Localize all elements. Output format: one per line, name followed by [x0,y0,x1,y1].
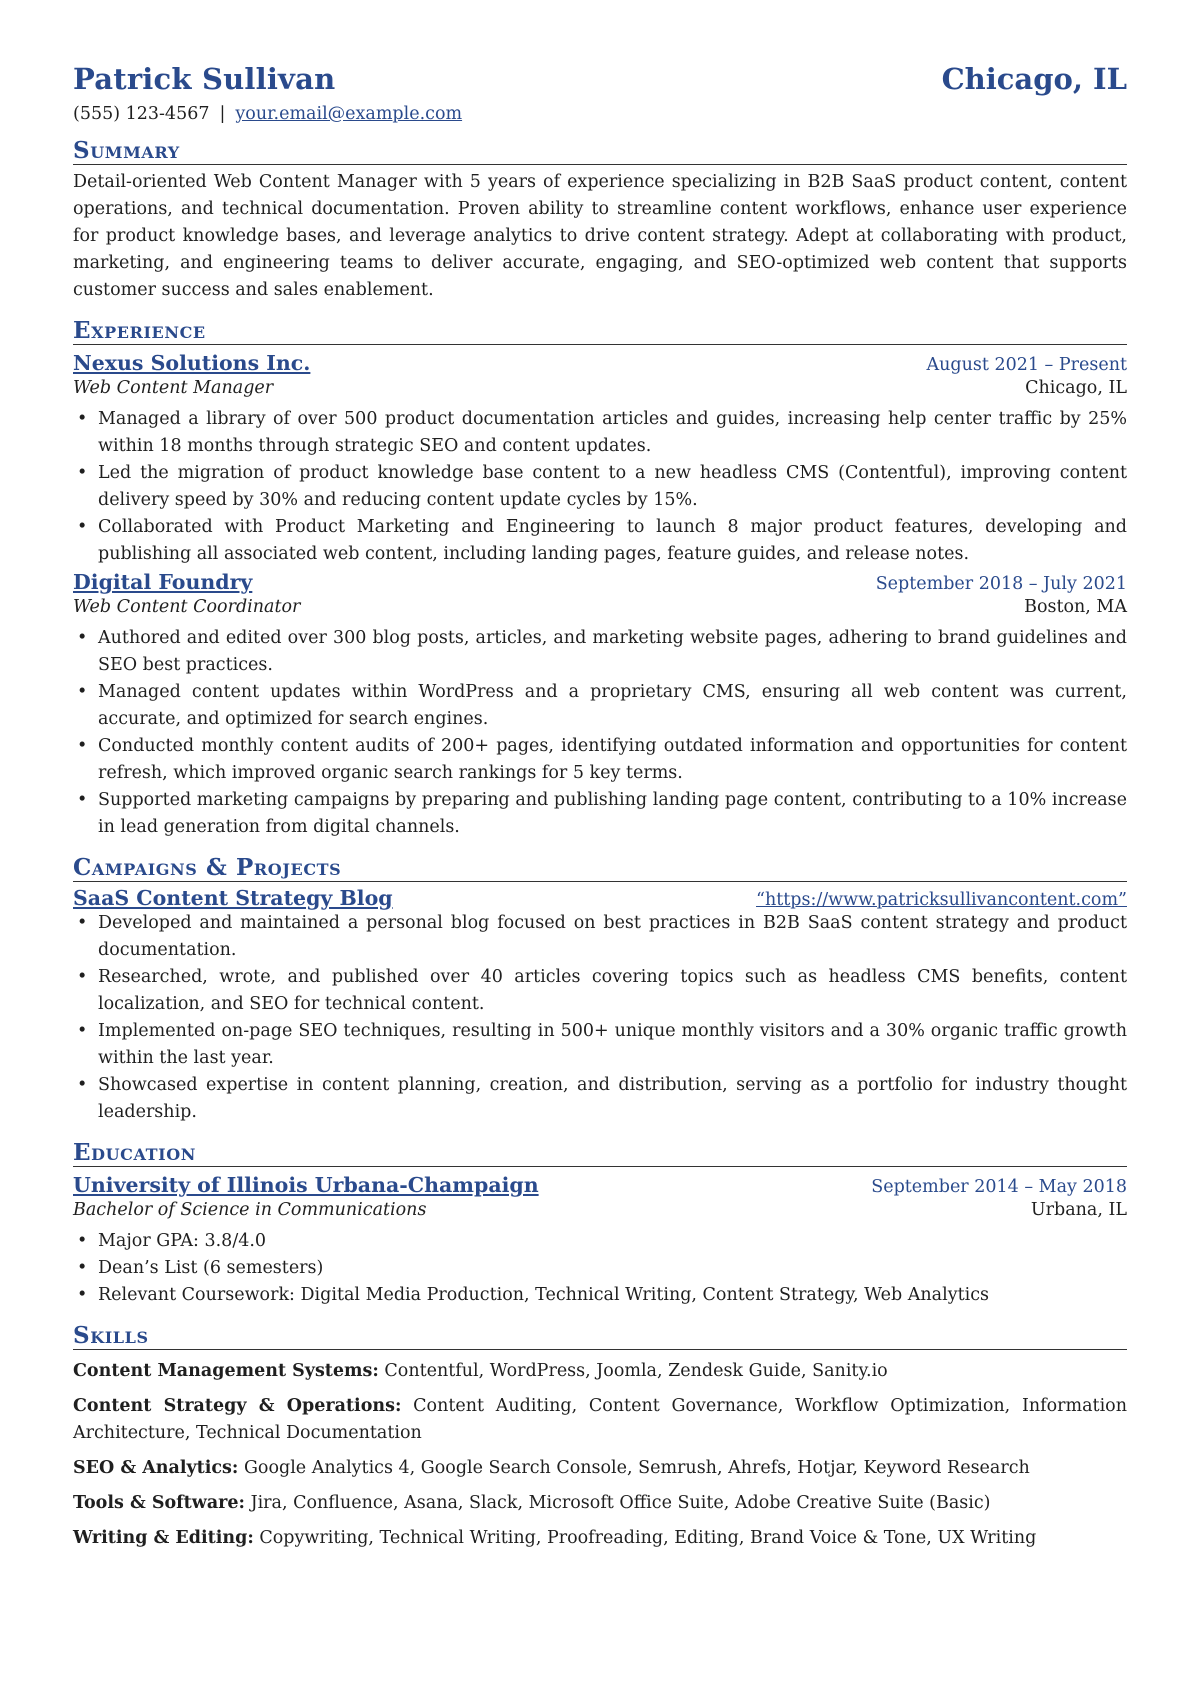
education-entry [73,1173,1127,1309]
company-name-link[interactable]: Nexus Solutions Inc. [73,351,311,375]
list-item: • Conducted monthly content audits of 200+ pages, identifying outdated information and opportunities for content refresh, which improved organic search rankings for 5 key terms. [73,733,1127,787]
list-item: • Managed a library of over 500 product documentation articles and guides, increasing help center traffic by 25% within 18 months through strategic SEO and content updates. [73,406,1127,460]
skill-value: Contentful, WordPress, Joomla, Zendesk Guide, Sanity.io [384,1361,888,1381]
skill-row [73,1455,1127,1482]
job-dates: September 2018 – July 2021 [875,574,1127,594]
phone-number: (555) 123-4567 [73,104,210,124]
job-title: Web Content Manager [73,378,274,398]
list-item: • Authored and edited over 300 blog posts, articles, and marketing website pages, adhering to brand guidelines and SEO best practices. [73,625,1127,679]
skill-value: Google Analytics 4, Google Search Console, Semrush, Ahrefs, Hotjar, Keyword Research [243,1458,1030,1478]
list-item: • Dean’s List (6 semesters) [73,1255,1127,1282]
project-entry [73,886,1127,1126]
skills-list [73,1358,1127,1552]
list-item: • Led the migration of product knowledge base content to a new headless CMS (Contentful), improving content delivery speed by 30% and reducing content update cycles by 15%. [73,460,1127,514]
list-item: • Major GPA: 3.8/4.0 [73,1228,1127,1255]
list-item: • Researched, wrote, and published over 40 articles covering topics such as headless CMS benefits, content localization, and SEO for technical content. [73,964,1127,1018]
list-item: • Collaborated with Product Marketing and Engineering to launch 8 major product features, developing and publishing all associated web content, including landing pages, feature guides, and release notes. [73,514,1127,568]
list-item: • Developed and maintained a personal blog focused on best practices in B2B SaaS content strategy and product documentation. [73,910,1127,964]
job-bullets [73,406,1127,568]
contact-separator: | [219,104,226,124]
project-url-link[interactable]: “https://www.patricksullivancontent.com” [756,890,1127,910]
projects-heading: Campaigns & Projects [73,855,1127,882]
candidate-name: Patrick Sullivan [73,62,336,96]
job-title: Web Content Coordinator [73,597,301,617]
skills-heading: Skills [73,1323,1127,1350]
job-dates: August 2021 – Present [926,355,1127,375]
skill-value: Content Auditing, Content Governance, Workflow Optimization, Information Architecture, Technical Documentation [73,1396,1127,1443]
skill-label: Content Strategy & Operations: [73,1396,402,1416]
list-item: • Supported marketing campaigns by preparing and publishing landing page content, contributing to a 10% increase in lead generation from digital channels. [73,787,1127,841]
job-location: Boston, MA [1024,597,1127,617]
list-item: • Relevant Coursework: Digital Media Production, Technical Writing, Content Strategy, Web Analytics [73,1282,1127,1309]
contact-line [73,104,1127,124]
education-dates: September 2014 – May 2018 [871,1177,1127,1197]
skill-label: Tools & Software: [73,1493,245,1513]
list-item: • Managed content updates within WordPress and a proprietary CMS, ensuring all web content was current, accurate, and optimized for search engines. [73,679,1127,733]
skill-value: Jira, Confluence, Asana, Slack, Microsoft Office Suite, Adobe Creative Suite (Basic) [250,1493,991,1513]
resume-page [73,62,1127,1552]
job-location: Chicago, IL [1025,378,1127,398]
list-item: • Implemented on-page SEO techniques, resulting in 500+ unique monthly visitors and a 30% organic traffic growth within the last year. [73,1018,1127,1072]
project-name-link[interactable]: SaaS Content Strategy Blog [73,886,393,910]
skill-row [73,1490,1127,1517]
email-link[interactable]: your.email@example.com [235,104,463,124]
summary-text: Detail-oriented Web Content Manager with 5 years of experience specializing in B2B SaaS product content, content operations, and technical documentation. Proven ability to streamline content workflows, enhance user experience for product knowledge bases, and leverage analytics to drive content strategy. Adept at collaborating with product, marketing, and engineering teams to deliver accurate, engaging, and SEO-optimized web content that supports customer success and sales enablement. [73,172,1127,300]
job-bullets [73,625,1127,841]
skill-row [73,1358,1127,1385]
degree-title: Bachelor of Science in Communications [73,1200,427,1220]
project-bullets [73,910,1127,1126]
school-name-link[interactable]: University of Illinois Urbana-Champaign [73,1173,539,1197]
list-item: • Showcased expertise in content planning, creation, and distribution, serving as a portfolio for industry thought leadership. [73,1072,1127,1126]
job-entry-nexus [73,351,1127,568]
job-entry-digital-foundry [73,570,1127,841]
education-heading: Education [73,1140,1127,1167]
skill-label: SEO & Analytics: [73,1458,239,1478]
company-name-link[interactable]: Digital Foundry [73,570,253,594]
skill-value: Copywriting, Technical Writing, Proofreading, Editing, Brand Voice & Tone, UX Writing [259,1528,1037,1548]
summary-heading: Summary [73,138,1127,165]
school-location: Urbana, IL [1030,1200,1127,1220]
skill-label: Content Management Systems: [73,1361,379,1381]
skill-label: Writing & Editing: [73,1528,254,1548]
experience-heading: Experience [73,318,1127,345]
resume-header [73,62,1127,96]
education-bullets [73,1228,1127,1309]
skill-row [73,1525,1127,1552]
skill-row [73,1393,1127,1447]
candidate-location: Chicago, IL [941,62,1127,96]
